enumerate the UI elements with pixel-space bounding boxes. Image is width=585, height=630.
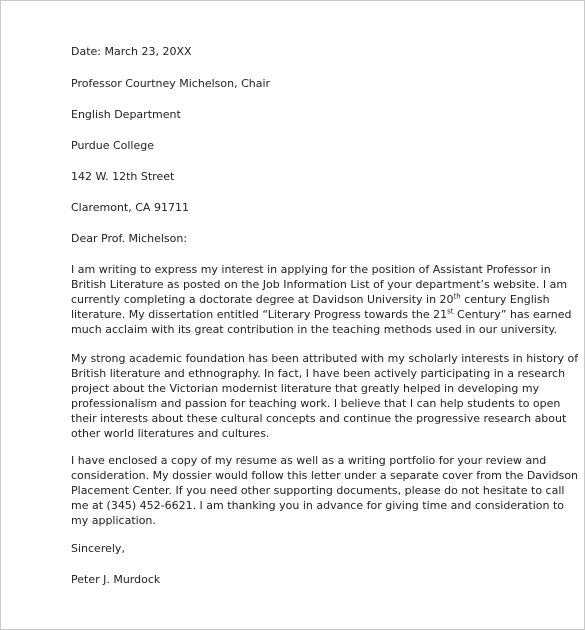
paragraph-line: I have enclosed a copy of my resume as well as a writing portfolio for your review and: [71, 454, 547, 467]
paragraph-line: professionalism and passion for teaching work. I believe that I can help students to open: [71, 397, 561, 410]
paragraph-line: Placement Center. If you need other supporting documents, please do not hesitate to call: [71, 484, 565, 497]
salutation: Dear Prof. Michelson:: [71, 232, 188, 245]
closing: Sincerely,: [71, 542, 125, 555]
paragraph-line: British literature and ethnography. In fact, I have been actively participating in a research: [71, 367, 566, 380]
recipient-college: Purdue College: [71, 139, 154, 152]
paragraph-line: me at (345) 452-6621. I am thanking you in advance for giving time and consideration to: [71, 499, 564, 512]
paragraph-line: other world literatures and cultures.: [71, 427, 270, 440]
recipient-name: Professor Courtney Michelson, Chair: [71, 77, 271, 90]
paragraph-line: literature. My dissertation entitled “Literary Progress towards the 21st Century” has earned: [71, 307, 572, 321]
signature-name: Peter J. Murdock: [71, 573, 161, 586]
recipient-city: Claremont, CA 91711: [71, 201, 189, 214]
paragraph-line: project about the Victorian modernist literature that greatly helped in developing my: [71, 382, 540, 395]
paragraph-line: consideration. My dossier would follow this letter under a separate cover from the Davidson: [71, 469, 579, 482]
paragraph-enclosure: [71, 453, 579, 528]
recipient-street: 142 W. 12th Street: [71, 170, 175, 183]
paragraph-background: [71, 351, 579, 441]
paragraph-line: currently completing a doctorate degree at Davidson University in 20th century English: [71, 292, 550, 306]
paragraph-line: My strong academic foundation has been attributed with my scholarly interests in history of: [71, 352, 579, 365]
paragraph-interest: [71, 262, 572, 337]
letter-date: Date: March 23, 20XX: [71, 45, 192, 58]
paragraph-line: I am writing to express my interest in applying for the position of Assistant Professor in: [71, 263, 551, 276]
paragraph-line: my application.: [71, 514, 156, 527]
paragraph-line: their interests about these cultural concepts and continue the progressive research about: [71, 412, 567, 425]
recipient-department: English Department: [71, 108, 181, 121]
paragraph-line: British Literature as posted on the Job Information List of your department’s website. I am: [71, 278, 568, 291]
paragraph-line: much acclaim with its great contribution in the teaching methods used in our university.: [71, 323, 557, 336]
